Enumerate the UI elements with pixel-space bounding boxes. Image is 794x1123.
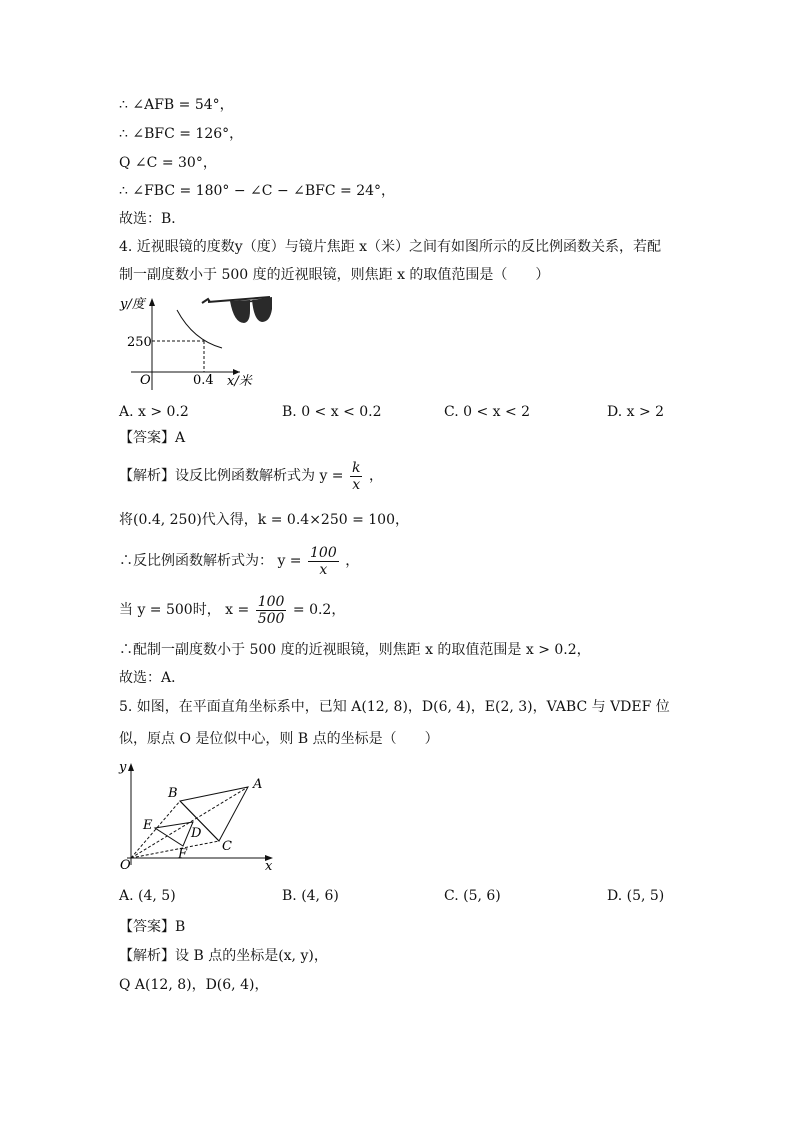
q4-sol3-denominator: x [319, 561, 328, 578]
q5-graph-origin: O [120, 858, 131, 872]
q4-sol4-denominator: 500 [257, 610, 285, 627]
q4-sol3-text: ∴反比例函数解析式为： y = [119, 553, 302, 569]
q4-stem-line-1: 4. 近视眼镜的度数y（度）与镜片焦距 x（米）之间有如图所示的反比例函数关系，若配 [119, 239, 662, 255]
prev-line-1: ∴ ∠AFB = 54°， [119, 97, 234, 113]
sunglasses-icon [200, 293, 276, 329]
q4-solution-line-3 [119, 541, 359, 581]
q5-graph-point-a: A [253, 777, 263, 792]
q4-solution-line-5: ∴配制一副度数小于 500 度的近视眼镜，则焦距 x 的取值范围是 x > 0.2， [119, 642, 591, 658]
q4-solution-line-6: 故选：A． [119, 670, 186, 686]
q4-sol1-numerator: k [352, 459, 361, 476]
q5-graph [115, 757, 285, 872]
q4-graph-ytick: 250 [127, 335, 152, 350]
q4-option-d: D. x > 2 [607, 404, 665, 420]
q4-graph-xlabel: x/米 [227, 374, 252, 389]
q5-stem-line-1: 5. 如图，在平面直角坐标系中，已知 A(12, 8)，D(6, 4)，E(2, 3)，VABC 与 VDEF 位 [119, 699, 670, 715]
q5-option-d: D. (5, 5) [607, 888, 665, 904]
q5-graph-x-label: x [265, 859, 273, 872]
q4-sol1-text: 【解析】设反比例函数解析式为 y = [119, 468, 344, 484]
q4-sol1-fraction [350, 460, 362, 493]
q4-solution-line-1 [119, 456, 383, 496]
q5-option-c: C. (5, 6) [444, 888, 501, 904]
q5-solution-line-1: 【解析】设 B 点的坐标是(x, y)， [119, 948, 328, 964]
prev-line-2: ∴ ∠BFC = 126°， [119, 126, 244, 142]
q5-option-a: A. (4, 5) [119, 888, 176, 904]
q4-sol4-tail: = 0.2， [292, 602, 346, 618]
q5-graph-y-label: y [119, 760, 127, 775]
q4-sol3-numerator: 100 [310, 544, 337, 561]
q5-answer: 【答案】B [119, 919, 186, 935]
q4-graph-ylabel: y/度 [120, 297, 145, 312]
q5-graph-point-d: D [191, 826, 202, 841]
q5-option-b: B. (4, 6) [282, 888, 339, 904]
q4-graph-origin: O [140, 373, 151, 388]
q4-stem-line-2: 制一副度数小于 500 度的近视眼镜，则焦距 x 的取值范围是（ ） [119, 267, 550, 283]
q4-sol3-fraction [308, 545, 339, 578]
q4-option-a: A. x > 0.2 [119, 404, 189, 420]
q4-sol4-numerator: 100 [257, 593, 285, 610]
prev-line-4: ∴ ∠FBC = 180° − ∠C − ∠BFC = 24°， [119, 183, 396, 199]
q4-answer: 【答案】A [119, 430, 186, 446]
q4-sol1-tail: ， [368, 468, 383, 484]
q4-sol4-fraction [256, 594, 287, 627]
q4-sol3-tail: ， [345, 553, 360, 569]
q4-option-c: C. 0 < x < 2 [444, 404, 531, 420]
q5-solution-line-2: Q A(12, 8)，D(6, 4)， [119, 977, 269, 993]
q4-solution-line-4 [119, 590, 345, 630]
q5-graph-point-f: F [178, 847, 188, 862]
q5-graph-point-c: C [222, 839, 232, 854]
q5-graph-point-b: B [168, 786, 178, 801]
q5-graph-point-e: E [143, 818, 153, 833]
q4-sol1-denominator: x [352, 476, 361, 493]
prev-line-3: Q ∠C = 30°， [119, 155, 217, 171]
q4-option-b: B. 0 < x < 0.2 [282, 404, 382, 420]
prev-line-5: 故选：B． [119, 211, 186, 227]
q4-sol4-text: 当 y = 500时， x = [119, 602, 250, 618]
q4-graph-xtick: 0.4 [193, 373, 214, 388]
q4-solution-line-2: 将(0.4, 250)代入得，k = 0.4×250 = 100， [119, 512, 409, 528]
q5-stem-line-2: 似，原点 O 是位似中心，则 B 点的坐标是（ ） [119, 731, 439, 747]
